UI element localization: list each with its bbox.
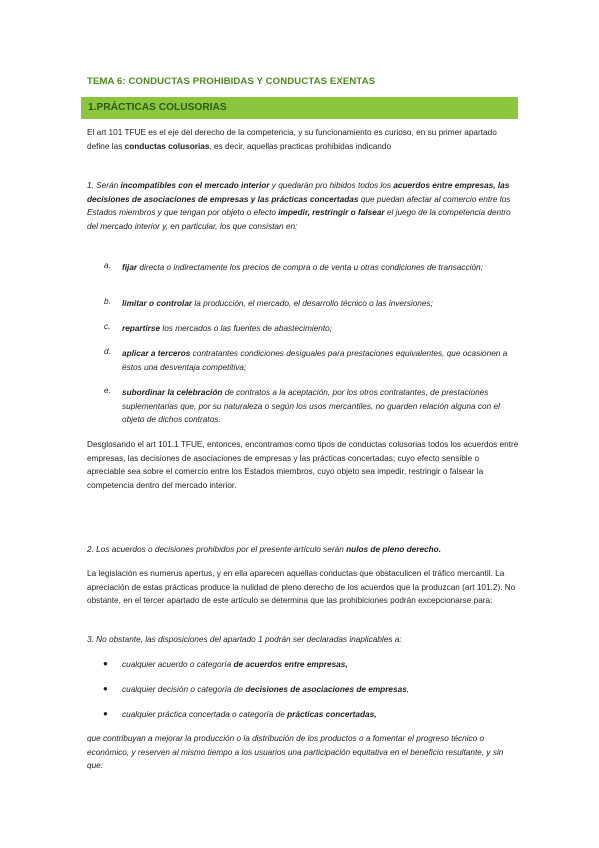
intro-paragraph [87, 126, 519, 153]
list-marker-a: a. [104, 261, 111, 270]
article-paragraph-3: 3. No obstante, las disposiciones del apartado 1 podrán ser declaradas inaplicables a: [87, 635, 402, 644]
bullet-item-3-text: cualquier práctica concertada o categoría de [122, 710, 288, 719]
list-item-e-bold: subordinar la celebración [122, 388, 223, 397]
bullet-icon: ● [103, 659, 108, 668]
section-title: 1.PRÁCTICAS COLUSORIAS [88, 102, 227, 113]
bullet-item-2-tail: , [406, 685, 410, 694]
document-title: TEMA 6: CONDUCTAS PROHIBIDAS Y CONDUCTAS EXENTAS [87, 76, 376, 87]
list-item-b-bold: limitar o controlar [122, 299, 193, 308]
list-item-b-text: la producción, el mercado, el desarrollo técnico o las inversiones; [192, 299, 433, 308]
art1-text-1: 1. Serán [87, 181, 121, 190]
list-item-e [122, 386, 518, 427]
art2-text: 2. Los acuerdos o decisiones prohibidos por el presente artículo serán [87, 545, 347, 554]
list-item-e-text: de contratos a la aceptación, por los otros contratantes, de prestaciones suplementarias que, por su naturaleza o según los usos mercantiles, no guarden relación alguna con el objeto de dichos contratos. [122, 388, 500, 425]
list-marker-d: d. [104, 347, 111, 356]
intro-text-2: , es decir, aquellas practicas prohibidas indicando [209, 141, 392, 151]
bullet-icon: ● [103, 684, 108, 693]
list-item-c [122, 322, 518, 336]
bullet-item-3-bold: prácticas concertadas, [287, 710, 377, 719]
intro-bold: conductas colusorias [124, 141, 210, 151]
art2-bold: nulos de pleno derecho. [346, 545, 442, 554]
bullet-item-1 [122, 658, 518, 672]
legislacion-paragraph: La legislación es numerus apertus, y en ella aparecen aquellas conductas que obstaculicen el tráfico mercantil. La apreciación de estas prácticas produce la nulidad de pleno derecho de los acuerdos que la produzcan (art 101.2). No obstante, en el tercer apartado de este artículo se determina que las prohibiciones podrán excepcionarse para: [87, 569, 516, 606]
article-paragraph-2 [87, 543, 519, 557]
bullet-item-2 [122, 683, 518, 697]
list-marker-b: b. [104, 297, 111, 306]
bullet-item-3 [122, 708, 518, 722]
bullet-item-2-text: cualquier decisión o categoría de [122, 685, 246, 694]
art1-text-3: que puedan afectar al comercio entre los Estados miembros y que tengan por objeto o efecto [87, 194, 511, 218]
list-marker-e: e. [104, 386, 111, 395]
bullet-icon: ● [103, 709, 108, 718]
list-item-a-bold: fijar [122, 263, 138, 272]
art1-bold-3: impedir, restringir o falsear [278, 208, 385, 218]
art1-text-4: el juego de la competencia dentro del mercado interior y, en particular, los que consistan en: [87, 208, 511, 231]
article-paragraph-1 [87, 179, 519, 233]
intro-text-1: El art 101 TFUE es el eje del derecho de la competencia, y su funcionamiento es curioso, en su primer apartado define las [87, 128, 497, 151]
art1-bold-2: acuerdos entre empresas, las decisiones de asociaciones de empresas y las prácticas concertadas [87, 181, 510, 204]
bullet-item-1-text: cualquier acuerdo o categoría [122, 660, 234, 669]
list-item-d [122, 347, 518, 374]
list-marker-c: c. [104, 322, 111, 331]
list-item-c-text: los mercados o las fuentes de abastecimiento; [160, 324, 333, 333]
list-item-d-text: contratantes condiciones desiguales para prestaciones equivalentes, que ocasionen a éstos una desventaja competitiva; [122, 349, 508, 372]
desglose-paragraph: Desglosando el art 101.1 TFUE, entonces, encontramos como tipos de conductas colusorias todos los acuerdos entre empresas, las decisiones de asociaciones de empresas y las prácticas concertadas; cuyo efecto sensible o apreciable sea sobre el comercio entre los Estados miembros, cuyo objeto sea impedir, restringir o falsear la competencia dentro del mercado interior. [87, 440, 519, 490]
list-item-b [122, 297, 518, 311]
list-item-c-bold: repartirse [122, 324, 161, 333]
art1-bold-1: incompatibles con el mercado interior [120, 181, 270, 190]
list-item-a-text: directa o indirectamente los precios de compra o de venta u otras condiciones de transacción; [137, 263, 483, 272]
final-paragraph: que contribuyan a mejorar la producción o la distribución de los productos o a fomentar el progreso técnico o económico, y reserven al mismo tiempo a los usuarios una participación equitativa en el beneficio resultante, y sin que: [87, 734, 504, 771]
list-item-d-bold: aplicar a terceros [122, 349, 191, 358]
art1-text-2: y quedarán pro hibidos todos los [269, 181, 394, 190]
bullet-item-2-bold: decisiones de asociaciones de empresas [245, 685, 407, 694]
list-item-a [122, 261, 518, 275]
bullet-item-1-bold: de acuerdos entre empresas, [233, 660, 348, 669]
